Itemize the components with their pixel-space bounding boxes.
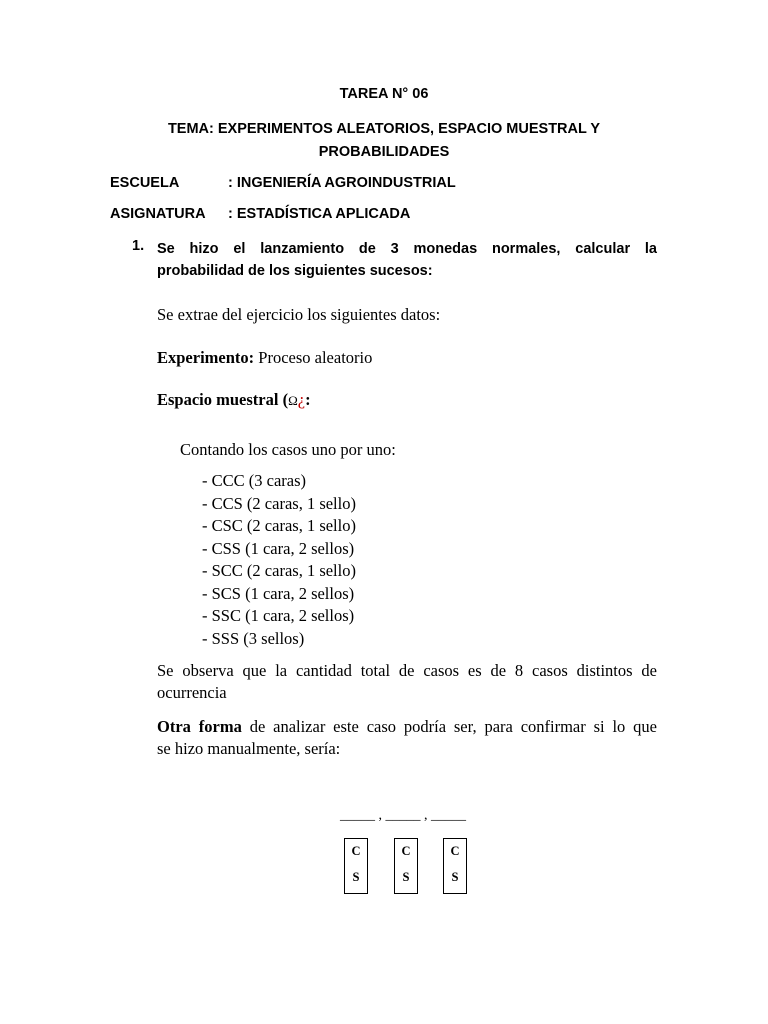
total-line-2: ocurrencia (157, 683, 227, 702)
coin-box-2 (394, 838, 418, 894)
sample-space-label: Espacio muestral ( (157, 390, 289, 409)
sample-space-colon: : (305, 390, 311, 409)
cases-list (202, 470, 356, 650)
other-paragraph (157, 716, 657, 760)
other-line-1 (157, 716, 657, 738)
experiment-label: Experimento: (157, 348, 255, 367)
subject-label: ASIGNATURA (110, 206, 206, 222)
coin-face-c: C (401, 844, 411, 858)
question-number: 1. (132, 238, 145, 254)
topic-heading (140, 118, 628, 164)
list-item: - CSC (2 caras, 1 sello) (202, 516, 356, 535)
list-item: - CSS (1 cara, 2 sellos) (202, 538, 355, 558)
topic-line-2: PROBABILIDADES (318, 144, 450, 160)
list-item: - CCC (3 caras) (202, 471, 307, 490)
question-text (157, 238, 657, 282)
question-line-1: Se hizo el lanzamiento de 3 monedas normales, calcular la (157, 241, 657, 257)
other-line-1-rest: de analizar este caso podría ser, para confirmar si lo que (241, 717, 657, 736)
coin-face-s: S (352, 870, 360, 884)
total-paragraph (157, 660, 657, 704)
other-line-2: se hizo manualmente, sería: (157, 739, 341, 758)
experiment-line (157, 347, 657, 369)
inverted-question-mark: ¿ (297, 390, 306, 409)
topic-line-1: TEMA: EXPERIMENTOS ALEATORIOS, ESPACIO MUESTRAL Y (167, 121, 601, 137)
coin-box-3 (443, 838, 467, 894)
coin-box-1 (344, 838, 368, 894)
coin-face-s: S (451, 870, 459, 884)
sample-space-line (157, 389, 657, 412)
cases-intro: Contando los casos uno por uno: (180, 440, 396, 459)
list-item: - SSS (3 sellos) (202, 628, 305, 648)
question-line-2: probabilidad de los siguientes sucesos: (157, 263, 433, 279)
list-item: - SCS (1 cara, 2 sellos) (202, 583, 355, 603)
coin-face-c: C (351, 844, 361, 858)
data-intro: Se extrae del ejercicio los siguientes datos: (157, 305, 441, 324)
school-label: ESCUELA (110, 175, 180, 191)
blank-slots: _____ , _____ , _____ (340, 808, 466, 823)
list-item: - CCS (2 caras, 1 sello) (202, 493, 356, 513)
list-item: - SCC (2 caras, 1 sello) (202, 561, 356, 580)
list-item: - SSC (1 cara, 2 sellos) (202, 606, 355, 625)
coin-face-c: C (450, 844, 460, 858)
other-label: Otra forma (157, 717, 242, 736)
document-title: TAREA N° 06 (339, 86, 429, 102)
total-line-1: Se observa que la cantidad total de casos es de 8 casos distintos de (157, 661, 657, 680)
school-value: : INGENIERÍA AGROINDUSTRIAL (228, 175, 456, 191)
coin-face-s: S (402, 870, 410, 884)
experiment-value: Proceso aleatorio (254, 348, 373, 367)
subject-value: : ESTADÍSTICA APLICADA (228, 206, 411, 222)
omega-symbol: Ω (288, 393, 298, 408)
